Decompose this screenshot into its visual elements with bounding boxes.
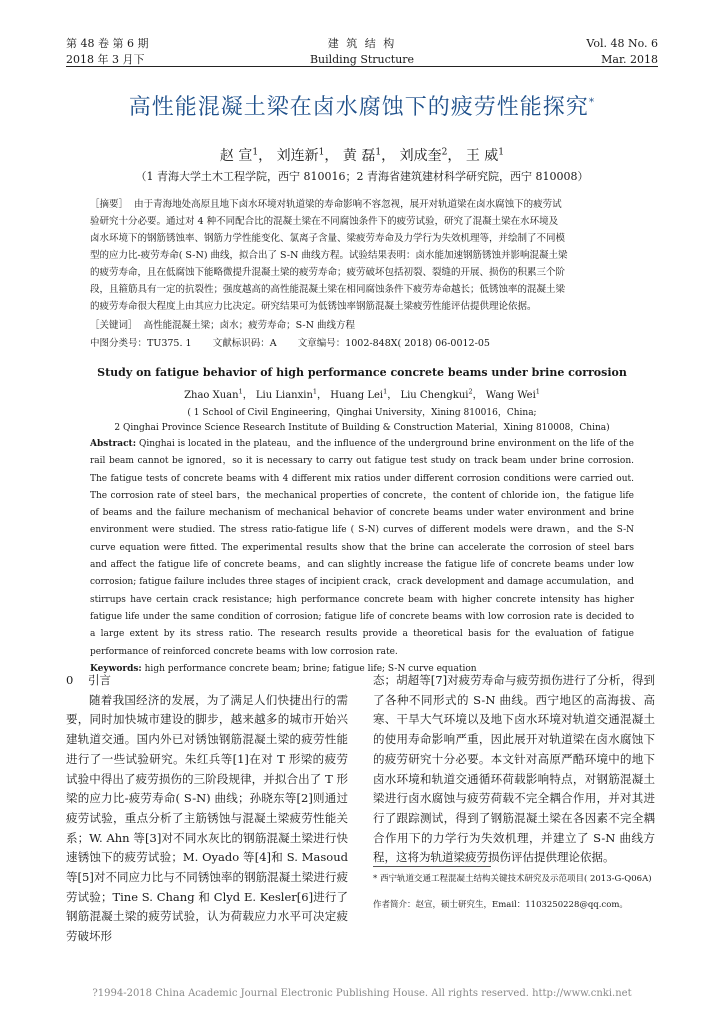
keywords-cn-text: 高性能混凝土梁；卤水；疲劳寿命；S-N 曲线方程 xyxy=(143,320,355,331)
paper-title xyxy=(0,90,724,121)
affiliation-cn: （1 青海大学土木工程学院，西宁 810016；2 青海省建筑建材科学研究院，西宁 810008） xyxy=(135,170,589,183)
author-name-en: Liu Lianxin xyxy=(255,390,313,401)
body-column-left xyxy=(66,671,348,947)
footnote-author: 作者简介：赵宣，硕士研究生，Email：1103250228@qq.com。 xyxy=(373,900,628,910)
author-aff: 1 xyxy=(252,147,259,158)
author-name-en: Liu Chengkui xyxy=(400,390,469,401)
author-aff: 2 xyxy=(441,147,448,158)
keywords-en-label: Keywords: xyxy=(90,663,142,674)
abstract-cn-line: 的疲劳寿命很大程度上由其应力比决定。研究结果可为低锈蚀率钢筋混凝土梁疲劳性能评估提供理论依据。 xyxy=(90,301,537,312)
body-paragraph: 态；胡超等[7]对疲劳寿命与疲劳损伤进行了分析，得到了各种不同形式的 S-N 曲线。西宁地区的高海拔、高寒、干旱大气环境以及地下卤水环境对轨道交通混凝土的使用寿命影响严重，因此展开对轨道梁在卤水腐蚀下的疲劳研究十分必要。本文针对高原严酷环境中的地下卤水环境和轨道交通循环荷载影响特点，对钢筋混凝土梁进行卤水腐蚀与疲劳荷载不完全耦合作用，并对其进行了跟踪测试，得到了钢筋混凝土梁在各因素不完全耦合作用下的力学行为失效机理，并建立了 S-N 曲线方程，这将为轨道梁疲劳损伤评估提供理论依据。 xyxy=(373,673,655,865)
section-heading xyxy=(66,671,348,691)
author-name-en: Wang Wei xyxy=(485,390,536,401)
author-aff: 1 xyxy=(318,147,325,158)
keywords-cn-label: ［关键词］ xyxy=(90,320,138,331)
section-number: 0 xyxy=(66,673,74,687)
abstract-cn-line xyxy=(90,196,562,210)
author-aff-en: 1 xyxy=(238,387,243,396)
title-footnote-mark: * xyxy=(588,95,596,109)
classification-line xyxy=(90,335,490,349)
header-date-cn: 2018 年 3 月下 xyxy=(66,53,145,66)
author-aff: 1 xyxy=(498,147,505,158)
header-issue-cn: 第 48 卷 第 6 期 xyxy=(66,37,149,50)
author-name-en: Zhao Xuan xyxy=(184,390,239,401)
author-name-en: Huang Lei xyxy=(330,390,384,401)
footnote-rule xyxy=(373,866,491,867)
header-journal-cn: 建 筑 结 构 xyxy=(327,37,397,50)
affiliation-en-2: 2 Qinghai Province Science Research Institute of Building & Construction Material，Xining 810008，China) xyxy=(114,423,610,433)
keywords-en-text: high performance concrete beam; brine; fatigue life; S-N curve equation xyxy=(144,663,477,674)
abstract-cn-line: 段，且箍筋具有一定的抗裂性；强度越高的高性能混凝土梁在相同腐蚀条件下疲劳寿命越长；低锈蚀率的混凝土梁 xyxy=(90,284,566,295)
author-aff-en: 1 xyxy=(535,387,540,396)
header-rule xyxy=(66,66,658,67)
author-aff-en: 2 xyxy=(468,387,473,396)
abstract-cn-text: 由于青海地处高原且地下卤水环境对轨道梁的寿命影响不容忽视，展开对轨道梁在卤水腐蚀下的疲劳试 xyxy=(134,199,562,210)
author-name: 刘成奎 xyxy=(399,148,442,164)
author-name: 王 威 xyxy=(465,148,499,164)
copyright-line: ?1994-2018 China Academic Journal Electronic Publishing House. All rights reserved. http://www.cnki.net xyxy=(92,988,632,999)
abstract-cn-line: 的疲劳寿命，且在低腐蚀下能略微提升混凝土梁的疲劳寿命；疲劳破坏包括初裂、裂缝的开展、损伤的积累三个阶 xyxy=(90,267,566,278)
abstract-cn-line: 卤水环境下的钢筋锈蚀率、钢筋力学性能变化、氯离子含量、梁疲劳寿命及力学行为失效机理等，并绘制了不同模 xyxy=(90,233,566,244)
abstract-cn-line: 型的应力比-疲劳寿命( S-N) 曲线，拟合出了 S-N 曲线方程。试验结果表明：卤水能加速钢筋锈蚀并影响混凝土梁 xyxy=(90,250,568,261)
affiliation-en-1: ( 1 School of Civil Engineering，Qinghai University，Xining 810016，China; xyxy=(187,408,537,418)
abstract-en xyxy=(90,436,634,678)
author-aff-en: 1 xyxy=(383,387,388,396)
author-aff: 1 xyxy=(375,147,382,158)
document-code: 文献标识码：A xyxy=(212,338,277,349)
footnote-funding: * 西宁轨道交通工程混凝土结构关键技术研究及示范项目( 2013-G-Q06A) xyxy=(373,874,652,884)
author-name: 赵 宣 xyxy=(219,148,253,164)
abstract-en-label: Abstract: xyxy=(90,439,137,449)
article-number: 文章编号：1002-848X( 2018) 06-0012-05 xyxy=(297,338,490,349)
classification: 中图分类号：TU375. 1 xyxy=(90,338,192,349)
header-journal-en: Building Structure xyxy=(309,53,415,66)
author-name: 黄 磊 xyxy=(342,148,376,164)
section-title: 引言 xyxy=(87,673,111,687)
body-paragraph: 随着我国经济的发展，为了满足人们快捷出行的需要，同时加快城市建设的脚步，越来越多的城市开始兴建轨道交通。国内外已对锈蚀钢筋混凝土梁的疲劳性能进行了一些试验研究。朱红兵等[1]在对 T 形梁的疲劳试验中得出了疲劳损伤的三阶段规律，并拟合出了 T 形梁的应力比-疲劳寿命( S-N) 曲线；孙晓东等[2]则通过疲劳试验，重点分析了主筋锈蚀与混凝土梁疲劳性能关系；W. Ahn 等[3]对不同水灰比的钢筋混凝土梁进行快速锈蚀下的疲劳试验；M. Oyado 等[4]和 S. Masoud 等[5]对不同应力比与不同锈蚀率的钢筋混凝土梁进行疲劳试验；Tine S. Chang 和 Clyd E. Kesler[6]进行了钢筋混凝土梁的疲劳试验，认为荷载应力水平可决定疲劳破坏形 xyxy=(66,692,348,944)
header-date-en: Mar. 2018 xyxy=(601,53,658,66)
author-aff-en: 1 xyxy=(312,387,318,396)
header-issue-en: Vol. 48 No. 6 xyxy=(586,37,658,50)
keywords-cn xyxy=(90,317,355,331)
body-column-right xyxy=(373,671,655,868)
author-name: 刘连新 xyxy=(276,148,319,164)
author-list-en: Zhao Xuan$^1$， Liu Lianxin$^1$， Huang Lei$^1$， Liu Chengkui$^2$， Wang Wei$^1$ xyxy=(184,387,540,401)
abstract-cn-line: 验研究十分必要。通过对 4 种不同配合比的混凝土梁在不同腐蚀条件下的疲劳试验，研究了混凝土梁在水环境及 xyxy=(90,216,559,227)
author-list: 赵 宣$^1$， 刘连新$^1$， 黄 磊$^1$， 刘成奎$^2$， 王 威$^1$ xyxy=(219,147,505,164)
title-en: Study on fatigue behavior of high performance concrete beams under brine corrosion xyxy=(97,366,627,379)
abstract-cn-label: ［摘要］ xyxy=(90,199,129,210)
paper-title-text: 高性能混凝土梁在卤水腐蚀下的疲劳性能探究 xyxy=(128,95,589,120)
abstract-en-text: Qinghai is located in the plateau，and the influence of the underground brine environment on the life of the rail beam cannot be ignored，so it is necessary to carry out fatigue test study on track beam under brine corrosion. The fatigue tests of concrete beams with 4 different mix ratios under different corrosion conditions were carried out. The corrosion rate of steel bars，the mechanical properties of concrete，the content of chloride ion，the fatigue life of beams and the failure mechanism of mechanical behavior of concrete beams under water environment and brine environment were studied. The stress ratio-fatigue life ( S-N) curves of different models were drawn，and the S-N curve equation were fitted. The experimental results show that the brine can accelerate the corrosion of steel bars and affect the fatigue life of concrete beams，and can slightly increase the fatigue life of concrete beams under low corrosion; fatigue failure includes three stages of incipient crack，crack development and damage accumulation，and stirrups have certain crack resistance; high performance concrete beam with higher concrete intensity has higher fatigue life under the same condition of corrosion; fatigue life of concrete beams with low corrosion rate is decided to a large extent by its stress ratio. The research results provide a theoretical basis for the evaluation of fatigue performance of reinforced concrete beams with low corrosion rate. xyxy=(90,439,634,657)
